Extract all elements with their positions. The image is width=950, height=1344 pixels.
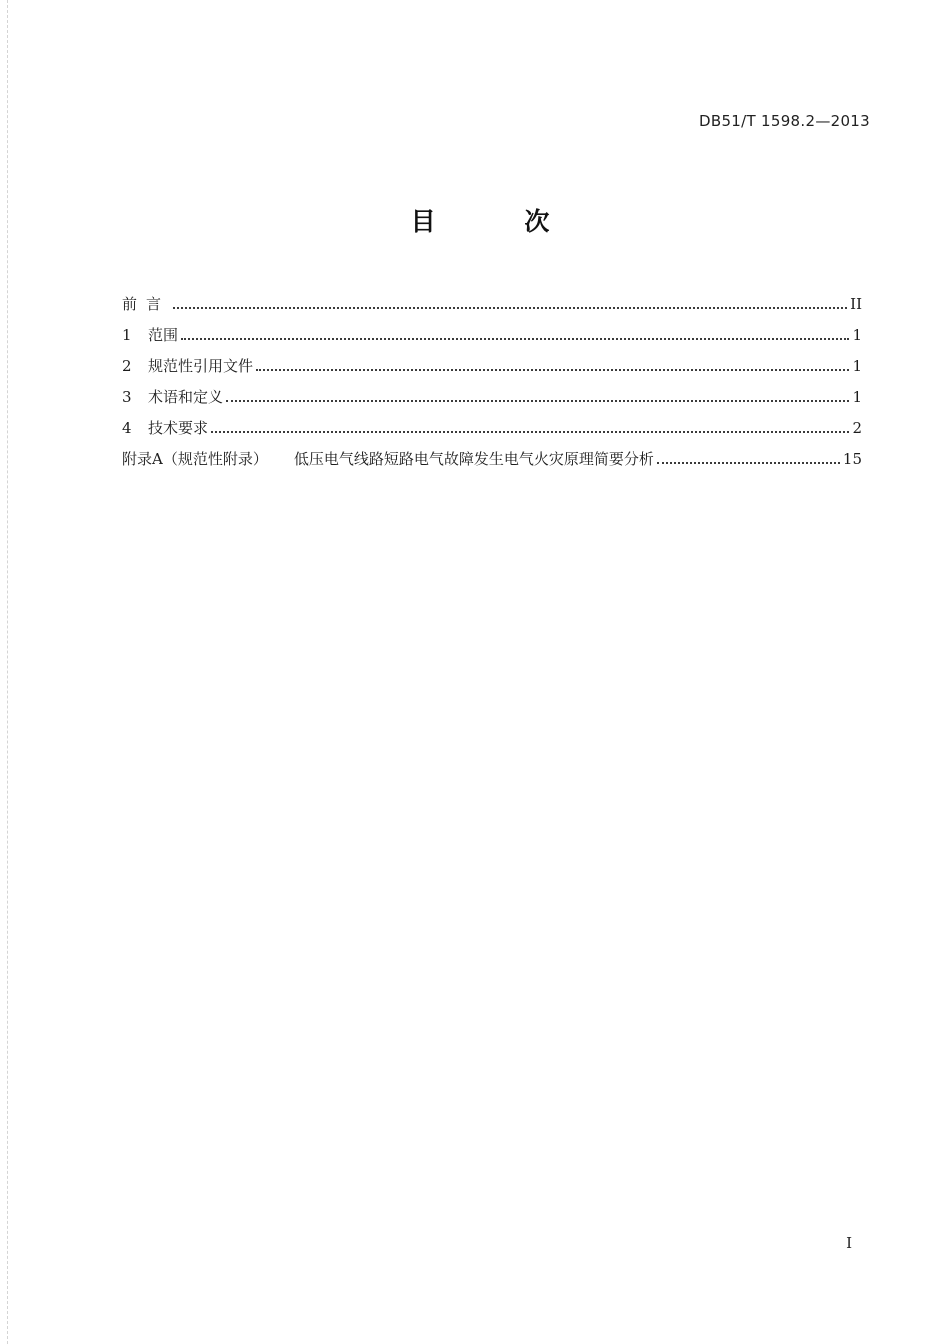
page-number: I [846,1234,852,1252]
toc-entry-page: 1 [852,326,862,344]
toc-leader-dots [181,338,849,340]
toc-appendix-prefix: 附录A（规范性附录） [122,450,268,468]
toc-entry-appendix-a[interactable] [122,438,862,469]
toc-entry-label: 范围 [148,326,179,344]
standard-code: DB51/T 1598.2—2013 [699,112,870,130]
toc-entry-number: 2 [122,357,132,375]
toc-entry-label: 规范性引用文件 [148,357,254,375]
page-title: 目 次 [410,207,590,236]
toc-entry-page: 1 [852,357,862,375]
toc-leader-dots [211,431,849,433]
toc-entry-label: 术语和定义 [148,388,224,406]
toc-entry-scope[interactable] [122,314,862,345]
toc-entry-page: II [850,295,862,313]
toc-entry-foreword[interactable] [122,283,862,314]
toc-entry-page: 2 [852,419,862,437]
toc-entry-label: 前言 [122,295,171,313]
toc-entry-technical-requirements[interactable] [122,407,862,438]
toc-leader-dots [657,462,840,464]
toc-entry-terms-definitions[interactable] [122,376,862,407]
toc-entry-number: 3 [122,388,132,406]
toc-leader-dots [226,400,849,402]
toc-leader-dots [173,307,847,309]
toc-leader-dots [256,369,849,371]
toc-entry-number: 1 [122,326,132,344]
toc-entry-label: 低压电气线路短路电气故障发生电气火灾原理简要分析 [293,450,654,468]
toc-entry-page: 1 [852,388,862,406]
toc-entry-number: 4 [122,419,132,437]
toc-entry-normative-references[interactable] [122,345,862,376]
toc-entry-label: 技术要求 [148,419,209,437]
toc-entry-page: 15 [842,450,862,468]
table-of-contents [122,283,862,469]
